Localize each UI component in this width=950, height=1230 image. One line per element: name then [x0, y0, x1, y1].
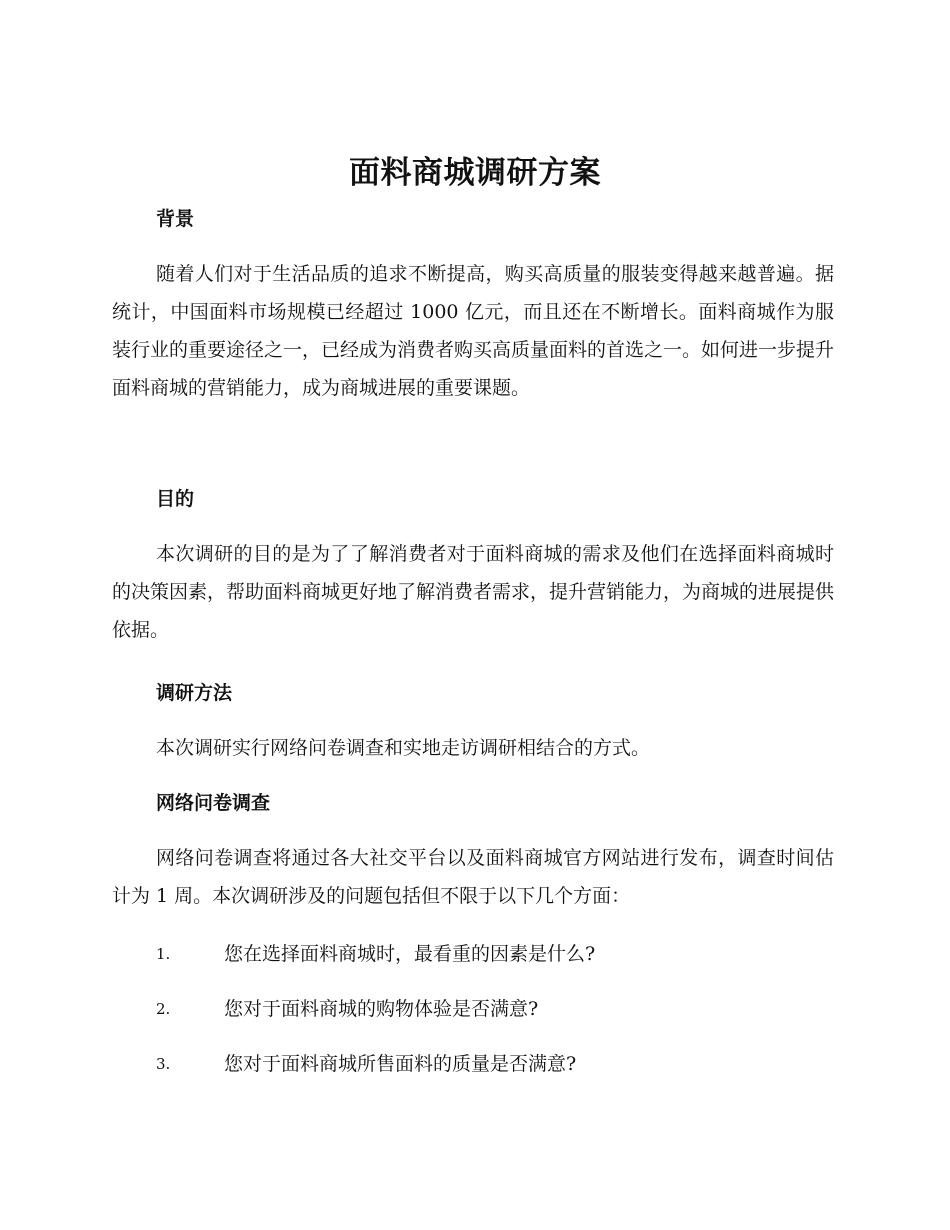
question-list-item	[156, 939, 836, 969]
document-title: 面料商城调研方案	[349, 155, 601, 191]
list-item-number: 2.	[156, 1000, 171, 1018]
section-paragraph-purpose: 本次调研的目的是为了了解消费者对于面料商城的需求及他们在选择面料商城时的决策因素，帮助面料商城更好地了解消费者需求，提升营销能力，为商城的进展提供依据。	[112, 543, 835, 641]
list-item-number: 1.	[156, 945, 171, 963]
section-heading-purpose: 目的	[156, 488, 195, 510]
question-list-item	[156, 1049, 836, 1079]
section-paragraph-online-survey: 网络问卷调查将通过各大社交平台以及面料商城官方网站进行发布，调查时间估计为 1 周。本次调研涉及的问题包括但不限于以下几个方面：	[112, 847, 834, 907]
list-item-number: 3.	[156, 1055, 171, 1073]
list-item-text: 您对于面料商城的购物体验是否满意?	[224, 998, 539, 1020]
section-heading-online-survey: 网络问卷调查	[156, 792, 271, 814]
list-item-text: 您在选择面料商城时，最看重的因素是什么?	[224, 943, 596, 965]
section-heading-background: 背景	[156, 208, 195, 230]
question-list-item	[156, 994, 836, 1024]
list-item-text: 您对于面料商城所售面料的质量是否满意?	[224, 1053, 577, 1075]
section-paragraph-method: 本次调研实行网络问卷调查和实地走访调研相结合的方式。	[156, 737, 651, 759]
section-heading-method: 调研方法	[156, 682, 233, 704]
section-paragraph-background: 随着人们对于生活品质的追求不断提高，购买高质量的服装变得越来越普遍。据统计，中国面料市场规模已经超过 1000 亿元，而且还在不断增长。面料商城作为服装行业的重要途径之一，已经成为消费者购买高质量面料的首选之一。如何进一步提升面料商城的营销能力，成为商城进展的重要课题。	[112, 263, 835, 399]
